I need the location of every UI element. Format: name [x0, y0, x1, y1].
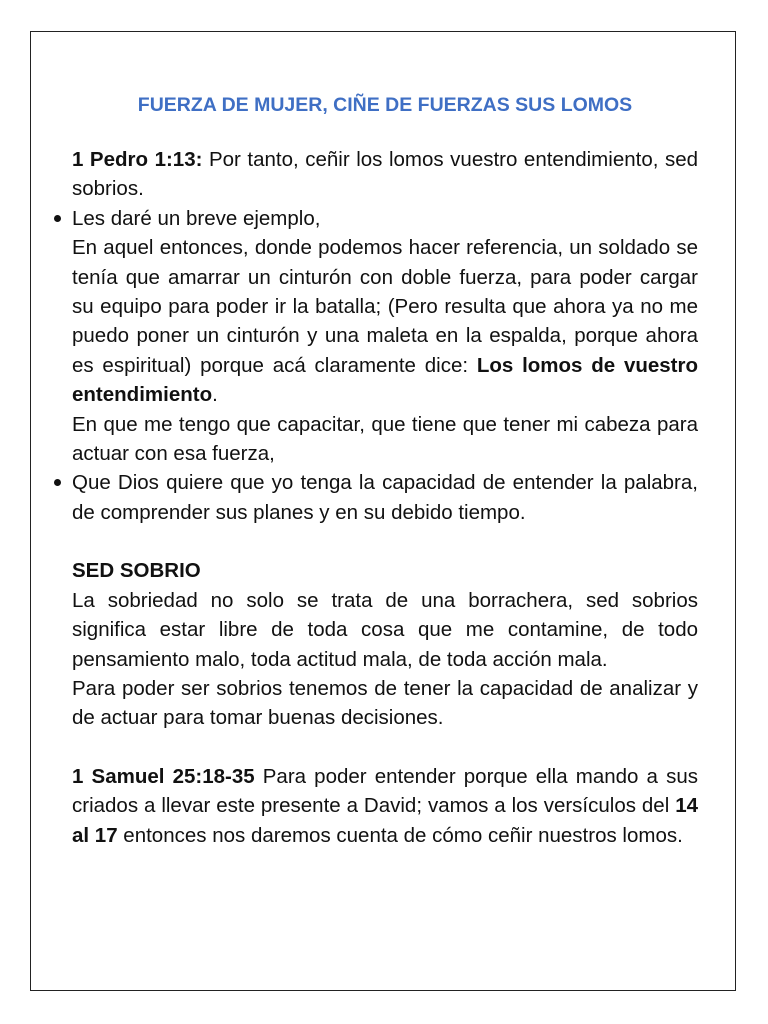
bullet-example-text [72, 233, 698, 409]
bullet-example-text-a: En aquel entonces, donde podemos hacer referencia, un soldado se tenía que amarrar un cinturón con doble fuerza, para poder cargar su equipo para poder ir la batalla; (Pero resulta que ahora ya no me puedo poner un cinturón y una maleta en la espalda, porque ahora es espiritual) porque acá claramente dice: [72, 236, 698, 377]
bullet-dios-text: Que Dios quiere que yo tenga la capacidad de entender la palabra, de comprender sus planes y en su debido tiempo. [72, 471, 698, 524]
bullet-example-line: Les daré un breve ejemplo, [72, 206, 321, 230]
paragraph-samuel-text-c: entonces nos daremos cuenta de cómo ceñir nuestros lomos. [117, 823, 683, 847]
scripture-ref-samuel: 1 Samuel 25:18-35 [72, 764, 255, 788]
bullet-item-example [72, 204, 698, 469]
paragraph-samuel-text-a: Para poder entender porque ella mando a sus criados a llevar este presente a David; vamos a los versículos del [72, 764, 698, 818]
bullet-item-dios [72, 468, 698, 527]
bullet-example-bold: Los lomos de vuestro entendimiento [72, 353, 698, 407]
spacer [72, 527, 698, 556]
document-title: FUERZA DE MUJER, CIÑE DE FUERZAS SUS LOMOS [137, 94, 633, 116]
section-sobrio-text-a: La sobriedad no solo se trata de una borrachera, sed sobrios significa estar libre de toda cosa que me contamine, de todo pensamiento malo, toda actitud mala, de toda acción mala. [72, 588, 698, 671]
paragraph-pedro [72, 145, 698, 204]
scripture-ref-pedro: 1 Pedro 1:13: [72, 148, 203, 171]
bullet-example-text-end: . [212, 383, 218, 407]
section-heading-sed-sobrio [72, 556, 698, 585]
section-heading-text: SED SOBRIO [72, 559, 201, 583]
paragraph-samuel [72, 762, 698, 850]
bullet-example-text-b: En que me tengo que capacitar, que tiene que tener mi cabeza para actuar con esa fuerza, [72, 412, 698, 466]
document-page [30, 31, 736, 991]
paragraph-pedro-text: Por tanto, ceñir los lomos vuestro entendimiento, sed sobrios. [72, 148, 698, 201]
section-sobrio-text-b: Para poder ser sobrios tenemos de tener la capacidad de analizar y de actuar para tomar buenas decisiones. [72, 676, 698, 730]
spacer [72, 733, 698, 762]
document-content [72, 92, 698, 850]
paragraph-samuel-bold: 14 al 17 [72, 794, 698, 847]
